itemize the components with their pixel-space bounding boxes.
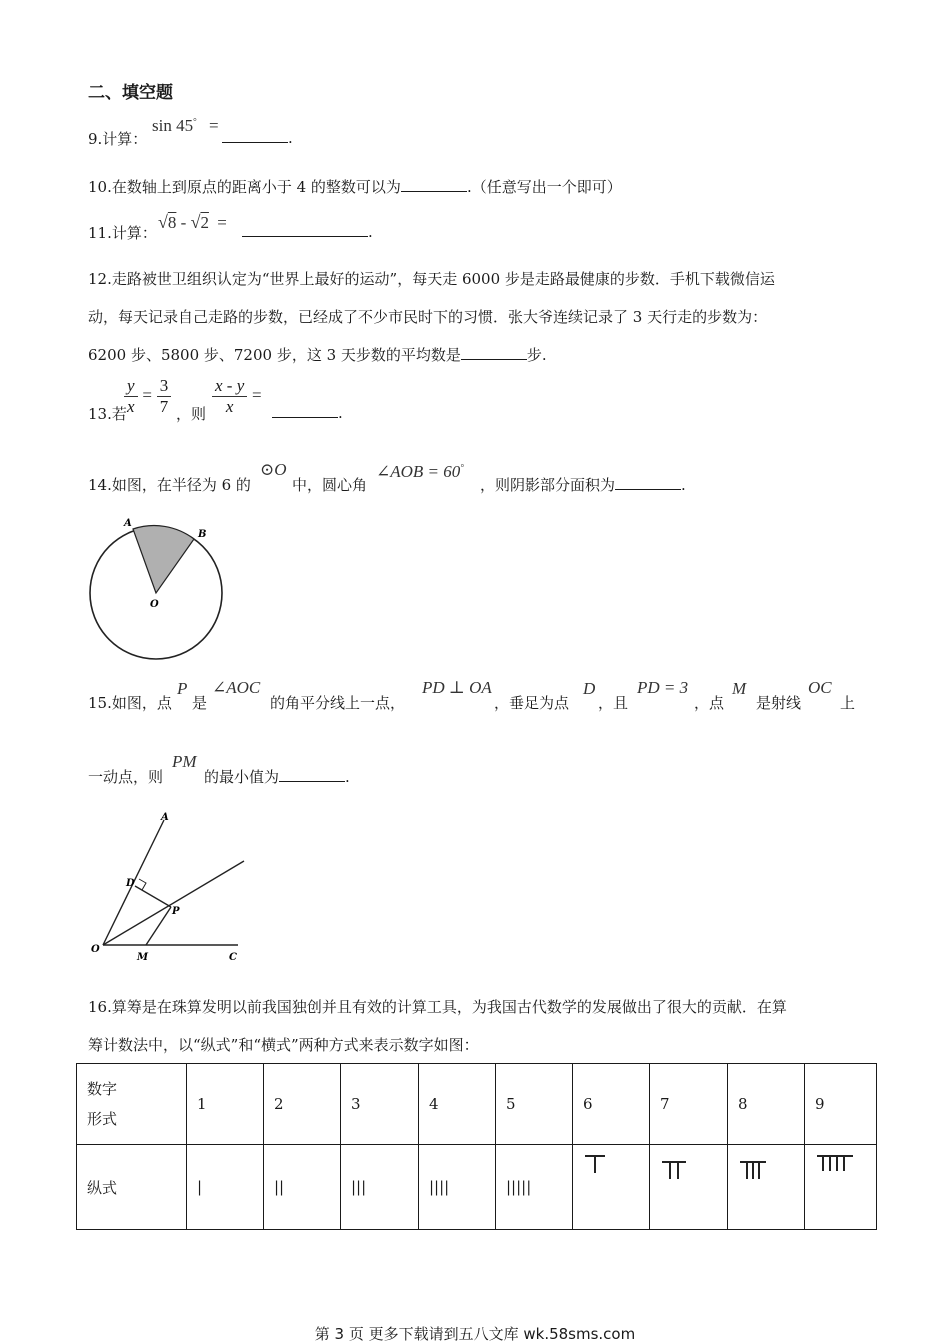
q11-answer: . <box>242 222 373 241</box>
number-cell: 2 <box>264 1064 341 1145</box>
number-cell: 8 <box>728 1064 805 1145</box>
q14-tail: ，则阴影部分面积为 . <box>480 476 686 494</box>
row-label: 纵式 <box>77 1145 187 1230</box>
rod-nine-icon <box>815 1153 855 1175</box>
figure-15-angle <box>86 806 256 968</box>
q15-blank[interactable] <box>279 767 345 782</box>
rod-six-icon <box>583 1153 609 1175</box>
q15-p7: 是射线 <box>756 694 802 712</box>
q15-p1: 15.如图，点 <box>88 694 172 712</box>
rod-cell: ||| <box>341 1145 419 1230</box>
rod-eight-icon <box>738 1159 768 1181</box>
question-14: 14.如图，在半径为 6 的 <box>88 476 251 494</box>
number-cell: 1 <box>187 1064 264 1145</box>
q15-pd: PD = 3 <box>637 678 689 697</box>
q10-blank[interactable] <box>401 177 467 192</box>
q15-p8: 上 <box>840 694 856 712</box>
rod-cell <box>728 1145 805 1230</box>
q9-expression: sin 45° = <box>152 116 219 135</box>
table-row <box>77 1145 877 1230</box>
question-11: 11.计算： <box>88 224 157 242</box>
rod-cell <box>650 1145 728 1230</box>
rod-cell: | <box>187 1145 264 1230</box>
q15-angle: ∠AOC <box>212 678 261 697</box>
label-o: O <box>150 599 159 610</box>
q13-mid: ，则 <box>176 405 207 423</box>
q15-OC: OC <box>808 678 832 697</box>
q14-circle: ⊙O <box>260 460 287 479</box>
question-9 <box>88 128 147 149</box>
q15-D: D <box>583 679 596 698</box>
q9-prefix: 9.计算： <box>88 130 148 148</box>
question-10: 10.在数轴上到原点的距离小于 4 的整数可以为 .（任意写出一个即可） <box>88 178 622 196</box>
q16-line-1: 16.算筹是在珠算发明以前我国独创并且有效的计算工具，为我国古代数学的发展做出了很大的贡献．在算 <box>88 998 787 1016</box>
number-cell: 3 <box>341 1064 419 1145</box>
q13-blank[interactable] <box>272 403 338 418</box>
q15-p5: ，且 <box>598 694 629 712</box>
q16-line-2: 筹计数法中，以“纵式”和“横式”两种方式来表示数字如图： <box>88 1036 479 1054</box>
label-c: C <box>229 952 237 963</box>
q14-blank[interactable] <box>615 475 681 490</box>
label-o: O <box>91 944 100 955</box>
q15-p2: 是 <box>192 694 208 712</box>
shaded-sector <box>133 526 194 593</box>
number-cell: 5 <box>496 1064 573 1145</box>
q15-p4: ，垂足为点 <box>494 694 570 712</box>
q12-blank[interactable] <box>461 345 527 360</box>
number-cell: 6 <box>573 1064 650 1145</box>
q9-blank[interactable] <box>222 128 288 143</box>
q15-p6: ，点 <box>694 694 725 712</box>
q13-prefix: 13.若 <box>88 405 127 423</box>
q12-line-2: 动，每天记录自己走路的步数，已经成了不少市民时下的习惯．张大爷连续记录了 3 天行走的步数为： <box>88 308 768 326</box>
rod-cell: ||||| <box>496 1145 573 1230</box>
label-a: A <box>161 812 169 823</box>
rod-cell: |||| <box>419 1145 496 1230</box>
rod-seven-icon <box>660 1159 688 1181</box>
rod-cell: || <box>264 1145 341 1230</box>
q15-PM: PM <box>172 752 197 771</box>
label-b: B <box>198 529 207 540</box>
label-p: P <box>172 906 180 917</box>
q14-mid: 中，圆心角 <box>292 476 368 494</box>
q15-P: P <box>177 679 188 698</box>
counting-rods-table <box>76 1063 877 1230</box>
label-a: A <box>124 518 132 529</box>
table-row <box>77 1064 877 1145</box>
q13-expression-1: $\frac{y}{x}$ = $\frac{3}{7}$ <box>124 376 171 417</box>
q15-line2a: 一动点，则 <box>88 768 164 786</box>
q15-line2b: 的最小值为 . <box>204 768 350 786</box>
page-footer: 第 3 页 更多下载请到五八文库 wk.58sms.com <box>314 1325 636 1343</box>
section-title: 二、填空题 <box>88 83 173 103</box>
label-m: M <box>137 952 149 963</box>
q11-blank[interactable] <box>242 222 368 237</box>
number-cell: 7 <box>650 1064 728 1145</box>
number-cell: 4 <box>419 1064 496 1145</box>
rod-cell <box>573 1145 650 1230</box>
header-cell: 数字 形式 <box>77 1064 187 1145</box>
q15-perp: PD ⊥ OA <box>422 678 492 697</box>
q12-line-1: 12.走路被世卫组织认定为“世界上最好的运动”，每天走 6000 步是走路最健康的步数．手机下载微信运 <box>88 270 775 288</box>
q15-M: M <box>732 679 747 698</box>
q9-answer: . <box>222 128 293 147</box>
number-cell: 9 <box>805 1064 877 1145</box>
q13-answer: . <box>272 403 343 422</box>
label-d: D <box>126 878 135 889</box>
q12-line-3: 6200 步、5800 步、7200 步，这 3 天步数的平均数是 步. <box>88 346 547 364</box>
q14-angle: ∠AOB = 60° <box>376 462 464 481</box>
q11-expression: √8 - √2 = <box>158 212 227 232</box>
rod-cell <box>805 1145 877 1230</box>
q13-expression-2: $\frac{x - y}{x}$ = <box>212 376 262 417</box>
figure-14-circle <box>86 514 232 664</box>
q15-p3: 的角平分线上一点， <box>270 694 406 712</box>
